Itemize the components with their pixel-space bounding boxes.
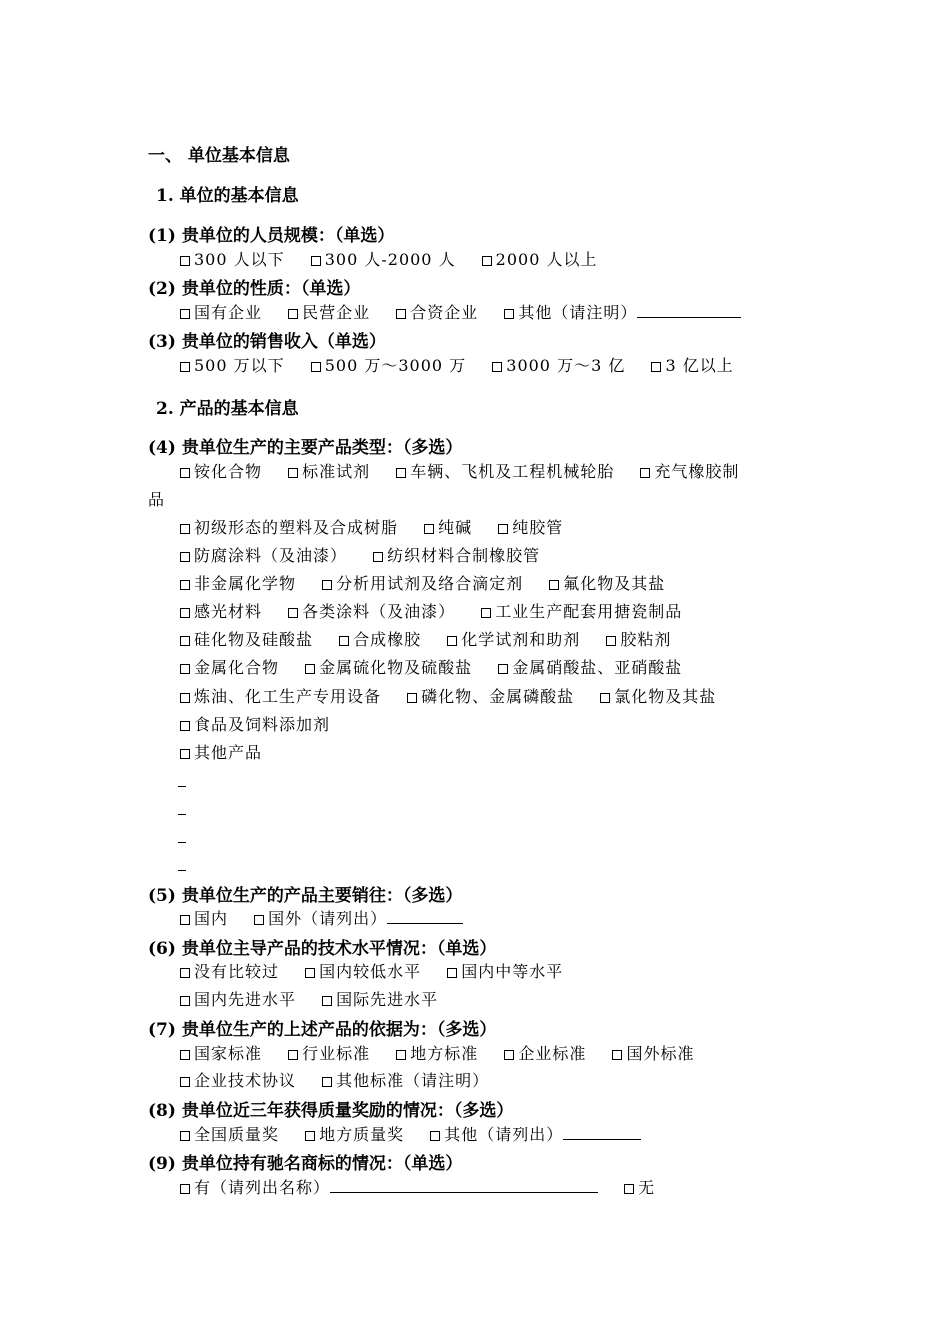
checkbox-icon[interactable]	[180, 580, 190, 590]
option[interactable]: 地方质量奖	[305, 1122, 404, 1145]
option[interactable]: 其他产品	[180, 740, 262, 763]
option[interactable]: 防腐涂料（及油漆）	[180, 543, 347, 566]
option[interactable]: 充气橡胶制	[640, 459, 739, 482]
checkbox-icon[interactable]	[180, 749, 190, 759]
subsection-title-2: 2. 产品的基本信息	[156, 399, 299, 419]
checkbox-icon[interactable]	[180, 608, 190, 618]
question-5-label: (5) 贵单位生产的产品主要销往：（多选）	[148, 886, 463, 906]
question-5-options	[180, 906, 463, 929]
question-9-options	[180, 1175, 655, 1198]
option[interactable]: 胶粘剂	[606, 627, 671, 650]
blank-line[interactable]	[178, 842, 186, 843]
question-4-row-3	[180, 543, 540, 566]
checkbox-icon[interactable]	[651, 362, 661, 372]
option[interactable]: 国际先进水平	[322, 987, 438, 1010]
checkbox-icon[interactable]	[498, 524, 508, 534]
checkbox-icon[interactable]	[600, 693, 610, 703]
option[interactable]: 感光材料	[180, 599, 262, 622]
checkbox-icon[interactable]	[322, 996, 332, 1006]
option[interactable]: 没有比较过	[180, 959, 279, 982]
blank-line[interactable]	[178, 786, 186, 787]
checkbox-icon[interactable]	[305, 968, 315, 978]
checkbox-icon[interactable]	[396, 1050, 406, 1060]
option[interactable]: 民营企业	[288, 300, 370, 323]
option[interactable]: 化学试剂和助剂	[447, 627, 580, 650]
section-title: 一、 单位基本信息	[148, 146, 290, 166]
option[interactable]: 氟化物及其盐	[549, 571, 665, 594]
option[interactable]: 车辆、飞机及工程机械轮胎	[396, 459, 614, 482]
option[interactable]: 2000 人以上	[482, 247, 598, 270]
question-4-row-10	[180, 740, 262, 763]
fill-in-blank[interactable]	[563, 1125, 641, 1140]
question-4-row-2	[180, 515, 563, 538]
checkbox-icon[interactable]	[447, 636, 457, 646]
checkbox-icon[interactable]	[305, 1131, 315, 1141]
option[interactable]: 国内中等水平	[447, 959, 563, 982]
option[interactable]: 其他（请注明）	[504, 300, 741, 323]
question-6-row-1	[180, 959, 563, 982]
blank-line[interactable]	[178, 814, 186, 815]
option[interactable]: 金属硝酸盐、亚硝酸盐	[498, 655, 682, 678]
checkbox-icon[interactable]	[180, 636, 190, 646]
option[interactable]: 各类涂料（及油漆）	[288, 599, 455, 622]
option[interactable]: 食品及饲料添加剂	[180, 712, 330, 735]
question-6-label: (6) 贵单位主导产品的技术水平情况：（单选）	[148, 939, 497, 959]
checkbox-icon[interactable]	[396, 468, 406, 478]
question-8-options	[180, 1122, 641, 1145]
checkbox-icon[interactable]	[311, 362, 321, 372]
option[interactable]: 氯化物及其盐	[600, 684, 716, 707]
checkbox-icon[interactable]	[180, 309, 190, 319]
option[interactable]: 3000 万～3 亿	[492, 353, 625, 376]
checkbox-icon[interactable]	[288, 309, 298, 319]
checkbox-icon[interactable]	[180, 524, 190, 534]
option[interactable]: 纯胶管	[498, 515, 563, 538]
checkbox-icon[interactable]	[424, 524, 434, 534]
question-7-row-2	[180, 1068, 489, 1091]
option[interactable]: 合成橡胶	[339, 627, 421, 650]
question-7-label: (7) 贵单位生产的上述产品的依据为：（多选）	[148, 1020, 497, 1040]
checkbox-icon[interactable]	[612, 1050, 622, 1060]
option[interactable]: 纯碱	[424, 515, 472, 538]
option[interactable]: 铵化合物	[180, 459, 262, 482]
checkbox-icon[interactable]	[180, 1131, 190, 1141]
option[interactable]: 其他（请列出）	[430, 1122, 641, 1145]
option[interactable]: 国内	[180, 906, 228, 929]
option[interactable]: 全国质量奖	[180, 1122, 279, 1145]
option[interactable]: 磷化物、金属磷酸盐	[407, 684, 574, 707]
checkbox-icon[interactable]	[180, 693, 190, 703]
checkbox-icon[interactable]	[549, 580, 559, 590]
checkbox-icon[interactable]	[482, 256, 492, 266]
checkbox-icon[interactable]	[180, 1077, 190, 1087]
checkbox-icon[interactable]	[339, 636, 349, 646]
blank-line[interactable]	[178, 870, 186, 871]
option[interactable]: 国家标准	[180, 1041, 262, 1064]
question-4-label: (4) 贵单位生产的主要产品类型：（多选）	[148, 438, 463, 458]
checkbox-icon[interactable]	[640, 468, 650, 478]
checkbox-icon[interactable]	[373, 552, 383, 562]
option[interactable]: 无	[624, 1175, 655, 1198]
question-4-row-6	[180, 627, 671, 650]
question-2-label: (2) 贵单位的性质：（单选）	[148, 279, 361, 299]
checkbox-icon[interactable]	[481, 608, 491, 618]
option[interactable]: 硅化物及硅酸盐	[180, 627, 313, 650]
checkbox-icon[interactable]	[447, 968, 457, 978]
checkbox-icon[interactable]	[606, 636, 616, 646]
option[interactable]: 3 亿以上	[651, 353, 733, 376]
option[interactable]: 地方标准	[396, 1041, 478, 1064]
option[interactable]: 合资企业	[396, 300, 478, 323]
option[interactable]: 500 万以下	[180, 353, 285, 376]
question-1-options	[180, 247, 597, 270]
wrapped-text: 品	[148, 490, 165, 509]
question-1-label: (1) 贵单位的人员规模：（单选）	[148, 226, 395, 246]
question-4-row-4	[180, 571, 665, 594]
question-4-row-9	[180, 712, 330, 735]
checkbox-icon[interactable]	[288, 1050, 298, 1060]
option[interactable]: 国内先进水平	[180, 987, 296, 1010]
checkbox-icon[interactable]	[180, 721, 190, 731]
checkbox-icon[interactable]	[322, 1077, 332, 1087]
option[interactable]: 国有企业	[180, 300, 262, 323]
subsection-title-1: 1. 单位的基本信息	[156, 186, 299, 206]
checkbox-icon[interactable]	[624, 1184, 634, 1194]
option[interactable]: 初级形态的塑料及合成树脂	[180, 515, 398, 538]
option[interactable]: 金属化合物	[180, 655, 279, 678]
option[interactable]: 金属硫化物及硫酸盐	[305, 655, 472, 678]
option[interactable]: 非金属化学物	[180, 571, 296, 594]
checkbox-icon[interactable]	[180, 552, 190, 562]
option[interactable]: 炼油、化工生产专用设备	[180, 684, 381, 707]
option[interactable]: 国内较低水平	[305, 959, 421, 982]
checkbox-icon[interactable]	[254, 915, 264, 925]
option[interactable]: 其他标准（请注明）	[322, 1068, 489, 1091]
option[interactable]: 行业标准	[288, 1041, 370, 1064]
option[interactable]: 国外（请列出）	[254, 906, 463, 929]
option[interactable]: 分析用试剂及络合滴定剂	[322, 571, 523, 594]
checkbox-icon[interactable]	[180, 362, 190, 372]
option[interactable]: 企业技术协议	[180, 1068, 296, 1091]
option[interactable]: 纺织材料合制橡胶管	[373, 543, 540, 566]
checkbox-icon[interactable]	[180, 256, 190, 266]
option[interactable]: 300 人-2000 人	[311, 247, 456, 270]
option[interactable]: 有（请列出名称）	[180, 1175, 598, 1198]
checkbox-icon[interactable]	[492, 362, 502, 372]
checkbox-icon[interactable]	[180, 1050, 190, 1060]
checkbox-icon[interactable]	[498, 664, 508, 674]
question-2-options	[180, 300, 741, 323]
checkbox-icon[interactable]	[504, 309, 514, 319]
question-7-row-1	[180, 1041, 694, 1064]
question-4-row-7	[180, 655, 682, 678]
question-4-row-5	[180, 599, 682, 622]
checkbox-icon[interactable]	[396, 309, 406, 319]
fill-in-blank[interactable]	[330, 1178, 598, 1193]
checkbox-icon[interactable]	[180, 968, 190, 978]
question-4-row-1	[180, 459, 739, 482]
question-6-row-2	[180, 987, 438, 1010]
checkbox-icon[interactable]	[311, 256, 321, 266]
checkbox-icon[interactable]	[180, 915, 190, 925]
question-4-row-8	[180, 684, 716, 707]
fill-in-blank[interactable]	[637, 303, 741, 318]
question-9-label: (9) 贵单位持有驰名商标的情况：（单选）	[148, 1154, 463, 1174]
checkbox-icon[interactable]	[504, 1050, 514, 1060]
question-3-label: (3) 贵单位的销售收入（单选）	[148, 332, 386, 352]
question-8-label: (8) 贵单位近三年获得质量奖励的情况：（多选）	[148, 1101, 514, 1121]
checkbox-icon[interactable]	[180, 468, 190, 478]
checkbox-icon[interactable]	[288, 468, 298, 478]
checkbox-icon[interactable]	[430, 1131, 440, 1141]
checkbox-icon[interactable]	[180, 1184, 190, 1194]
checkbox-icon[interactable]	[180, 996, 190, 1006]
option[interactable]: 国外标准	[612, 1041, 694, 1064]
checkbox-icon[interactable]	[407, 693, 417, 703]
option[interactable]: 企业标准	[504, 1041, 586, 1064]
checkbox-icon[interactable]	[322, 580, 332, 590]
checkbox-icon[interactable]	[180, 664, 190, 674]
checkbox-icon[interactable]	[305, 664, 315, 674]
checkbox-icon[interactable]	[288, 608, 298, 618]
option[interactable]: 300 人以下	[180, 247, 285, 270]
option[interactable]: 500 万～3000 万	[311, 353, 466, 376]
fill-in-blank[interactable]	[387, 909, 463, 924]
option[interactable]: 标准试剂	[288, 459, 370, 482]
question-3-options	[180, 353, 734, 376]
option[interactable]: 工业生产配套用搪瓷制品	[481, 599, 682, 622]
